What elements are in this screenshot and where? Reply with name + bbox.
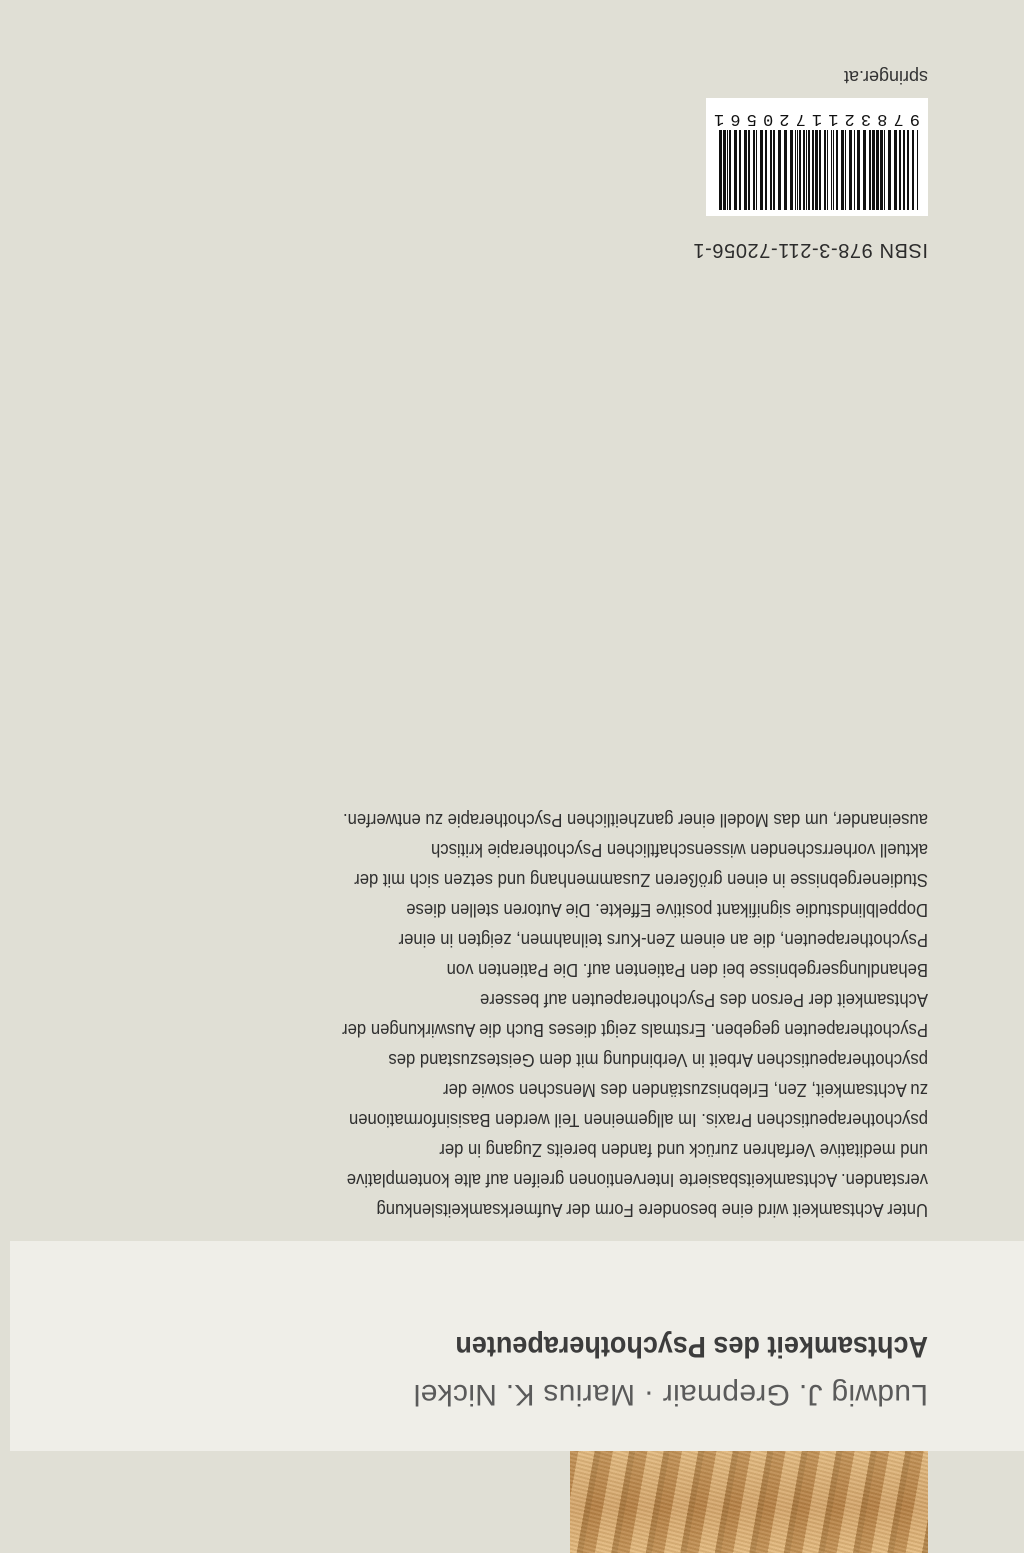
- barcode-bar: [903, 130, 905, 210]
- barcode-bar: [876, 130, 879, 210]
- barcode-bar: [806, 130, 807, 210]
- barcode-bar: [863, 130, 866, 210]
- barcode-bar: [729, 130, 731, 210]
- barcode-bar: [770, 130, 772, 210]
- barcode-bar: [831, 130, 832, 210]
- barcode-bar: [857, 130, 860, 210]
- barcode-bar: [819, 130, 821, 210]
- barcode-bar: [899, 130, 901, 210]
- barcode-digits: [714, 109, 920, 128]
- barcode-bar: [744, 130, 747, 210]
- barcode-bar: [880, 130, 883, 210]
- barcode-bar: [845, 130, 846, 210]
- isbn-text: ISBN 978-3-211-72056-1: [692, 239, 928, 261]
- barcode-bars: [714, 128, 920, 210]
- barcode-digit: 1: [828, 109, 839, 128]
- barcode-bar: [734, 130, 737, 210]
- barcode-bar: [723, 130, 726, 210]
- barcode-bar: [799, 130, 801, 210]
- barcode-bar: [727, 130, 728, 210]
- barcode-bar: [888, 130, 891, 210]
- blurb-text: Unter Achtsamkeit wird eine besondere Form der Aufmerksamkeitslenkung verstanden. Achtsamkeitsbasierte Interventionen greifen auf alte kontemplative und meditative Verfahren zurück und fanden bereits Zugang in der psychotherapeutischen Praxis. Im allgemeinen Teil werden Basisinformationen zu Achtsamkeit, Zen, Erlebniszuständen des Menschen sowie der psychotherapeutischen Arbeit in Verbindung mit dem Geisteszustand des Psychotherapeuten gegeben. Erstmals zeigt dieses Buch die Auswirkungen der Achtsamkeit der Person des Psychotherapeuten auf bessere Behandlungsergebnisse bei den Patienten auf. Die Patienten von Psychotherapeuten, die an einem Zen-Kurs teilnahmen, zeigten in einer Doppelblindstudie signifikant positive Effekte. Die Autoren stellen diese Studienergebnisse in einen größeren Zusammenhang und setzen sich mit der aktuell vorherrschenden wissenschaftlichen Psychotherapie kritisch auseinander, um das Modell einer ganzheitlichen Psychotherapie zu entwerfen.: [342, 810, 928, 1221]
- barcode-bar: [797, 130, 798, 210]
- publisher-url: springer.at: [843, 67, 928, 87]
- barcode-digit: 1: [714, 109, 725, 128]
- barcode-bar: [836, 130, 838, 210]
- barcode-bar: [719, 130, 722, 210]
- barcode-bar: [833, 130, 834, 210]
- barcode-bar: [824, 130, 826, 210]
- barcode-digit: 5: [746, 109, 757, 128]
- barcode-bar: [756, 130, 757, 210]
- barcode-bar: [854, 130, 855, 210]
- barcode-bar: [773, 130, 775, 210]
- barcode-bar: [907, 130, 909, 210]
- barcode-bar: [884, 130, 885, 210]
- barcode-digit: 3: [860, 109, 872, 128]
- barcode-digit: 0: [762, 109, 774, 128]
- barcode-bar: [869, 130, 871, 210]
- barcode-bar: [894, 130, 897, 210]
- barcode-bar: [917, 130, 918, 210]
- barcode-digit: 1: [811, 109, 823, 128]
- barcode-bar: [784, 130, 787, 210]
- barcode-digit: 9: [909, 109, 920, 128]
- barcode-bar: [795, 130, 796, 210]
- barcode-digit: 2: [844, 109, 855, 128]
- book-title: Achtsamkeit des Psychotherapeuten: [455, 1330, 928, 1363]
- barcode-bar: [760, 130, 763, 210]
- authors: Ludwig J. Grepmair · Marius K. Nickel: [413, 1378, 928, 1411]
- barcode-digit: 2: [779, 109, 790, 128]
- barcode-bar: [803, 130, 805, 210]
- barcode-bar: [765, 130, 767, 210]
- barcode-bar: [748, 130, 750, 210]
- barcode-digit: 7: [795, 109, 806, 128]
- blurb: [334, 805, 928, 1225]
- barcode: [706, 98, 928, 216]
- barcode-bar: [827, 130, 828, 210]
- barcode-bar: [815, 130, 818, 210]
- barcode-bar: [790, 130, 793, 210]
- barcode-digit: 6: [730, 109, 741, 128]
- barcode-digit: 8: [877, 109, 888, 128]
- barcode-bar: [739, 130, 741, 210]
- sand-image-strip: [570, 1451, 928, 1553]
- barcode-bar: [849, 130, 852, 210]
- barcode-bar: [808, 130, 810, 210]
- barcode-bar: [753, 130, 755, 210]
- barcode-bar: [872, 130, 875, 210]
- barcode-bar: [841, 130, 844, 210]
- barcode-digit: 7: [893, 109, 904, 128]
- barcode-bar: [812, 130, 814, 210]
- barcode-bar: [778, 130, 781, 210]
- barcode-bar: [912, 130, 914, 210]
